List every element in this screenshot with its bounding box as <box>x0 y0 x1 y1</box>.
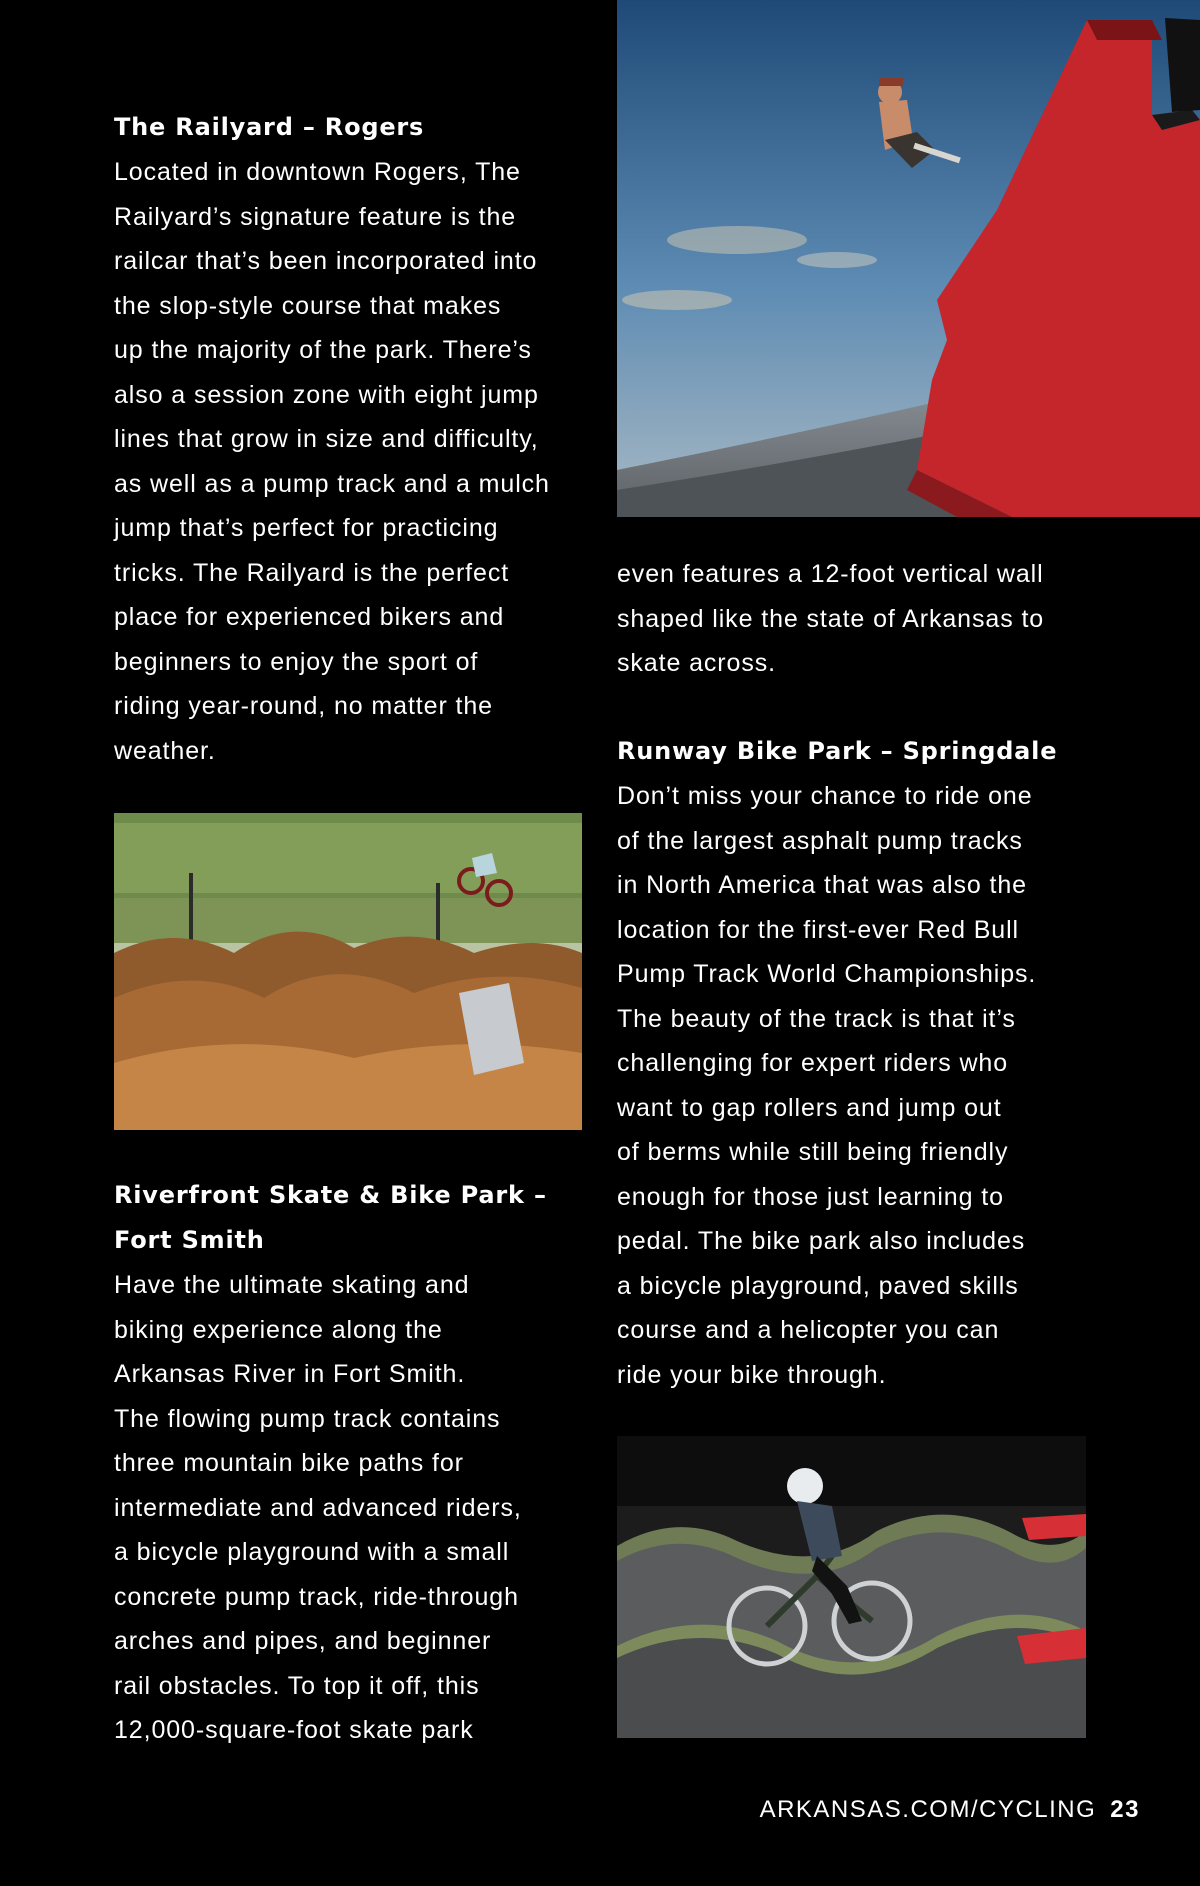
pump-track-rider-photo <box>617 1436 1086 1738</box>
dirt-jump-park-photo <box>114 813 582 1130</box>
runway-body: Don’t miss your chance to ride one of the largest asphalt pump tracks in North America that was also the location for the first-ever Red Bull Pump Track World Championships. The beauty of the track is that it’s challenging for expert riders who want to gap rollers and jump out of berms while still being friendly enough for those just learning to pedal. The bike park also includes a bicycle playground, paved skills course and a helicopter you can ride your bike through. <box>617 782 1037 1389</box>
skatepark-wall-photo <box>617 0 1200 517</box>
riverfront-body: Have the ultimate skating and biking experience along the Arkansas River in Fort Smith. The flowing pump track contains three mountain bike paths for intermediate and advanced riders, a bicycle playground with a small concrete pump track, ride-through arches and pipes, and beginner rail obstacles. To top it off, this 12,000-square-foot skate park <box>114 1271 522 1744</box>
riverfront-body-continued: even features a 12-foot vertical wall shaped like the state of Arkansas to skate across. <box>617 560 1045 677</box>
runway-heading: Runway Bike Park – Springdale <box>617 737 1058 765</box>
page-number: 23 <box>1110 1796 1140 1823</box>
page-footer <box>760 1796 1140 1824</box>
railyard-body: Located in downtown Rogers, The Railyard’s signature feature is the railcar that’s been incorporated into the slop-style course that makes up the majority of the park. There’s also a session zone with eight jump lines that grow in size and difficulty, as well as a pump track and a mulch jump that’s perfect for practicing tricks. The Railyard is the perfect place for experienced bikers and beginners to enjoy the sport of riding year-round, no matter the weather. <box>114 158 550 765</box>
footer-website[interactable]: ARKANSAS.COM/CYCLING <box>759 1796 1097 1823</box>
riverfront-heading: Riverfront Skate & Bike Park – Fort Smith <box>114 1181 547 1254</box>
railyard-heading: The Railyard – Rogers <box>114 113 425 141</box>
